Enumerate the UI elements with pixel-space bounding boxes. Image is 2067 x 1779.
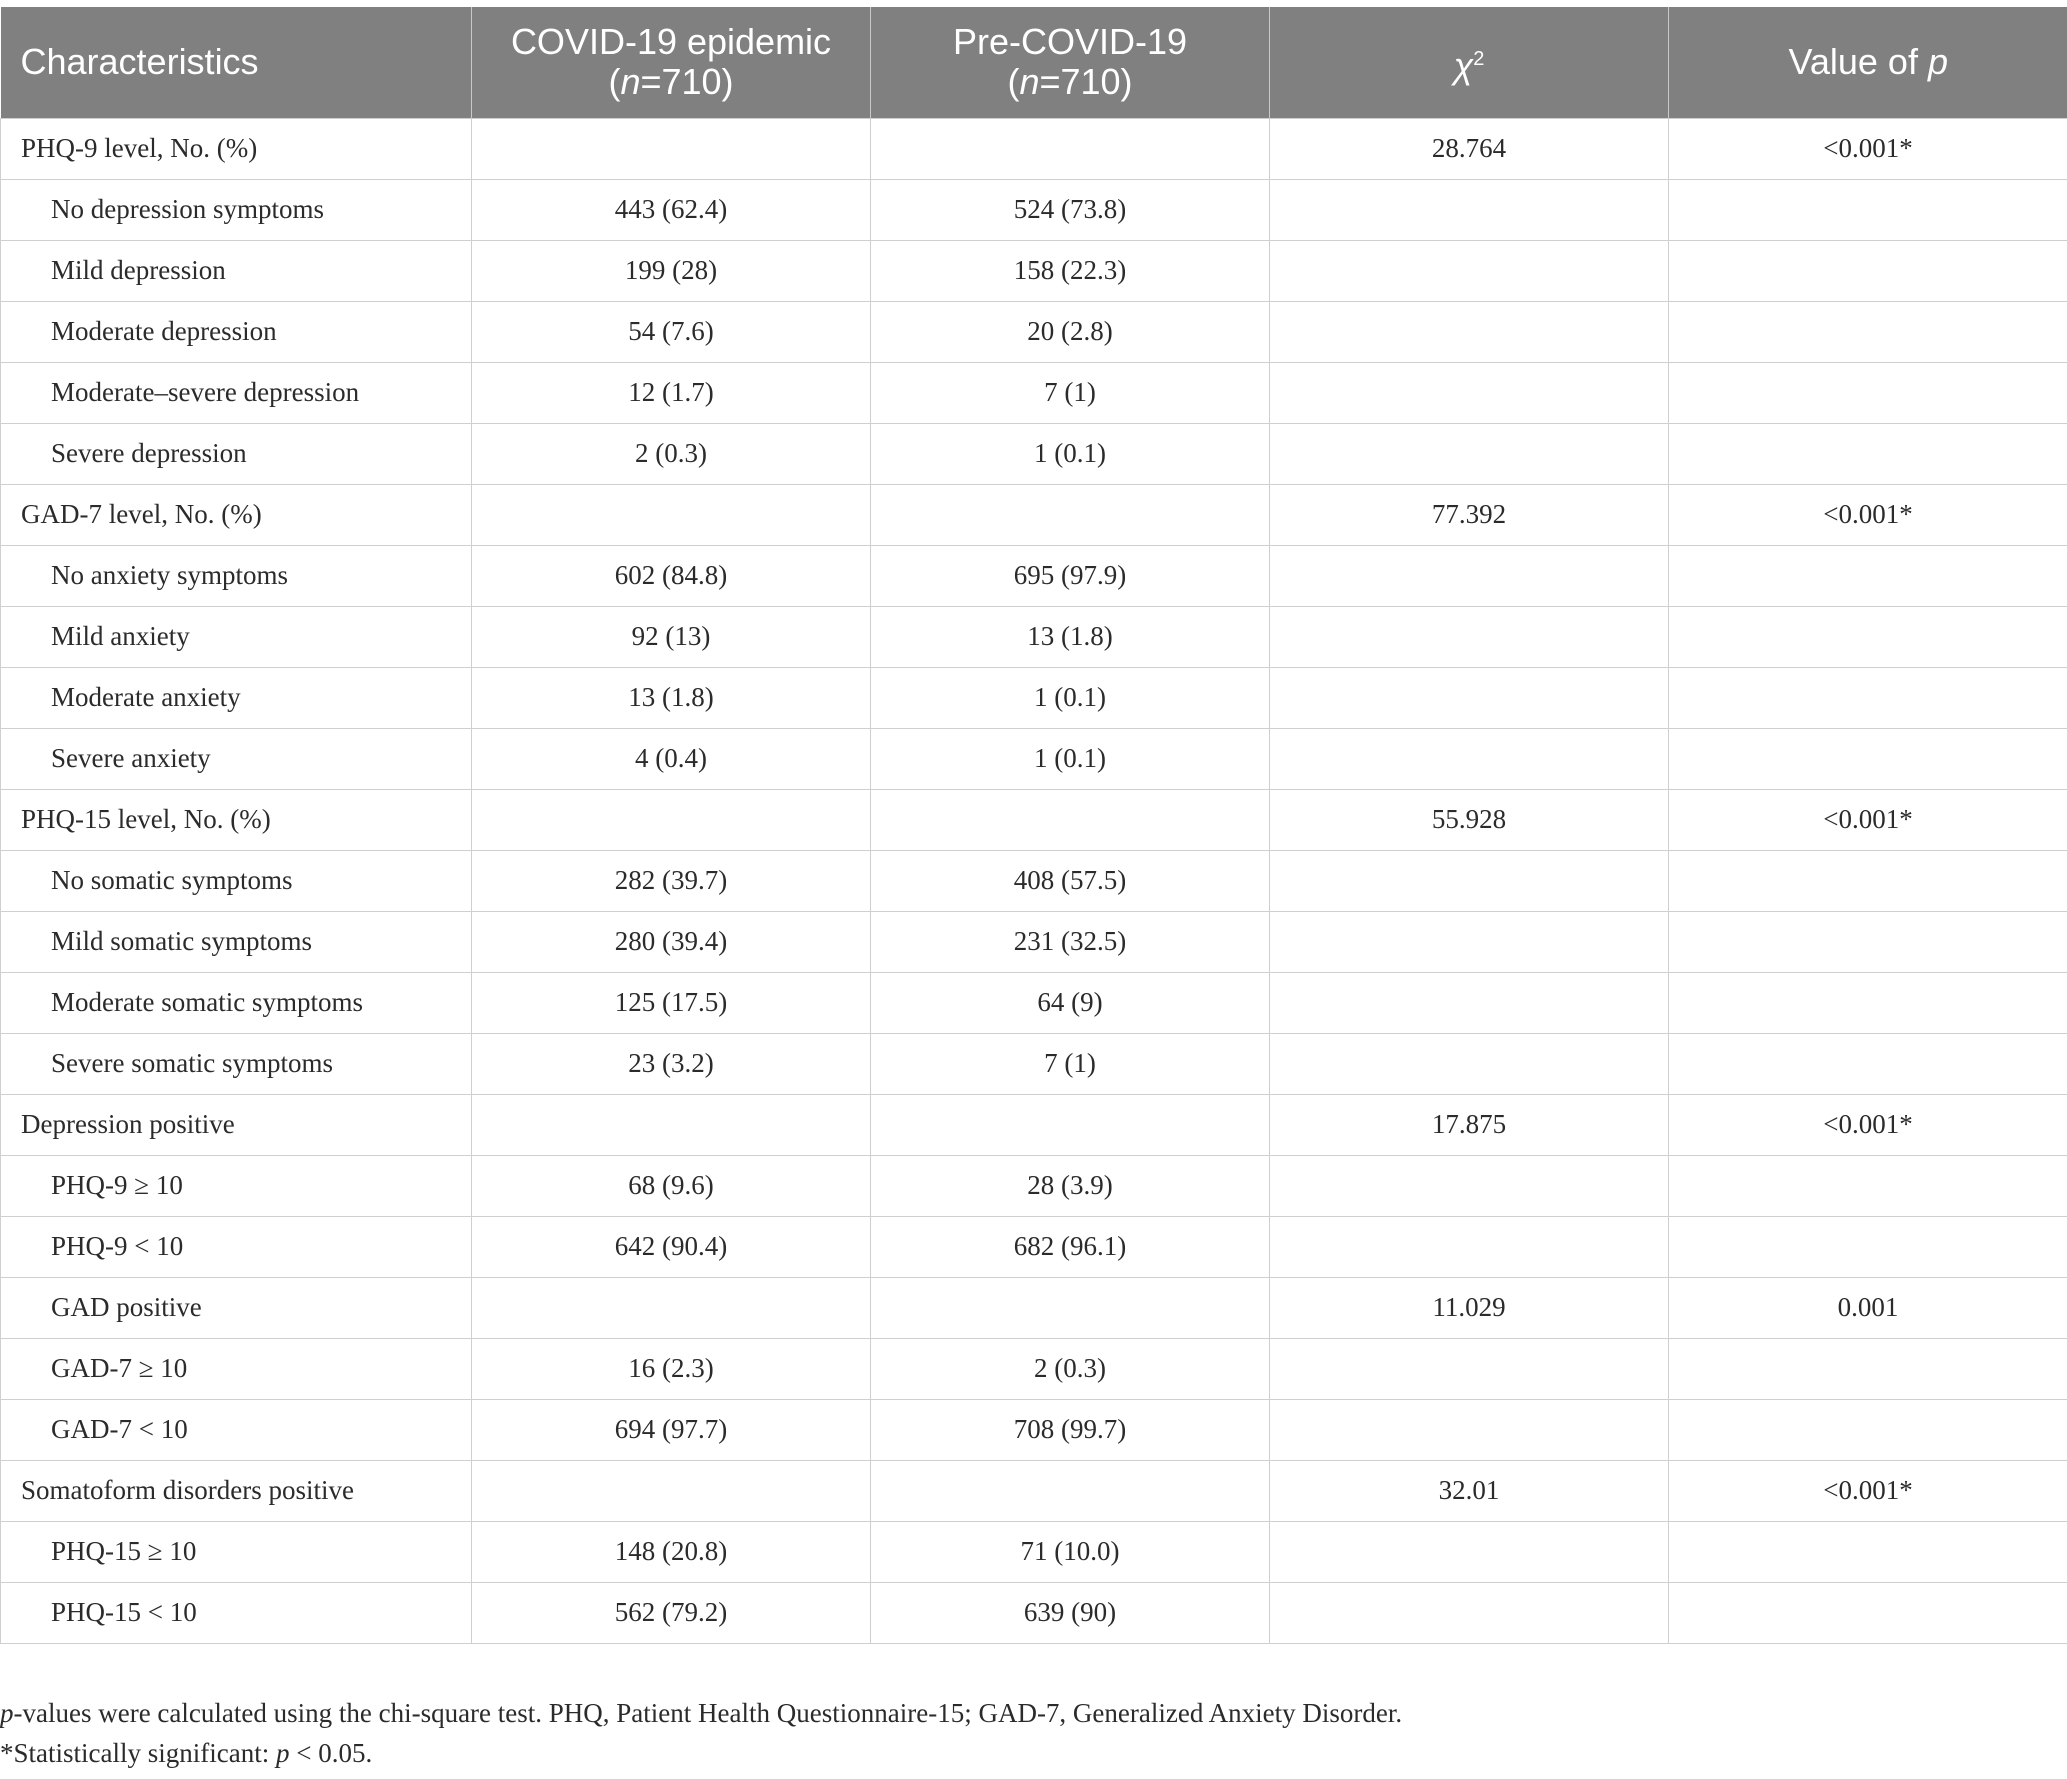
cell-pre-covid: 1 (0.1) <box>871 728 1270 789</box>
header-covid-epidemic: COVID-19 epidemic (n=710) <box>472 7 871 118</box>
cell-chi-square <box>1270 301 1669 362</box>
row-label: Mild anxiety <box>1 606 472 667</box>
cell-pre-covid <box>871 1277 1270 1338</box>
cell-chi-square <box>1270 1216 1669 1277</box>
table-row <box>1 423 2067 484</box>
table-row <box>1 789 2067 850</box>
cell-p-value <box>1669 1338 2067 1399</box>
cell-covid-epidemic: 280 (39.4) <box>472 911 871 972</box>
cell-p-value <box>1669 179 2067 240</box>
cell-pre-covid <box>871 789 1270 850</box>
row-label: PHQ-15 level, No. (%) <box>1 789 472 850</box>
header-row <box>1 7 2067 118</box>
cell-chi-square <box>1270 606 1669 667</box>
cell-covid-epidemic: 13 (1.8) <box>472 667 871 728</box>
cell-p-value <box>1669 972 2067 1033</box>
footnote-method: p-values were calculated using the chi-square test. PHQ, Patient Health Questionnaire-15; GAD-7, Generalized Anxiety Disorder. <box>0 1698 1403 1728</box>
cell-pre-covid: 13 (1.8) <box>871 606 1270 667</box>
table-row <box>1 911 2067 972</box>
row-label: No anxiety symptoms <box>1 545 472 606</box>
row-label: Mild somatic symptoms <box>1 911 472 972</box>
table-row <box>1 118 2067 179</box>
cell-chi-square <box>1270 179 1669 240</box>
cell-pre-covid: 1 (0.1) <box>871 423 1270 484</box>
cell-chi-square <box>1270 240 1669 301</box>
cell-p-value <box>1669 1155 2067 1216</box>
table-row <box>1 1460 2067 1521</box>
cell-p-value <box>1669 1582 2067 1643</box>
cell-covid-epidemic: 68 (9.6) <box>472 1155 871 1216</box>
cell-covid-epidemic: 12 (1.7) <box>472 362 871 423</box>
cell-p-value <box>1669 545 2067 606</box>
header-chi-square: $\chi^2$ <box>1270 7 1669 118</box>
header-pre-covid: Pre-COVID-19 (n=710) <box>871 7 1270 118</box>
cell-pre-covid: 708 (99.7) <box>871 1399 1270 1460</box>
cell-covid-epidemic: 125 (17.5) <box>472 972 871 1033</box>
row-label: PHQ-15 ≥ 10 <box>1 1521 472 1582</box>
cell-p-value <box>1669 1216 2067 1277</box>
header-p-value: Value of p <box>1669 7 2067 118</box>
row-label: Depression positive <box>1 1094 472 1155</box>
cell-chi-square: 17.875 <box>1270 1094 1669 1155</box>
cell-chi-square <box>1270 362 1669 423</box>
row-label: Mild depression <box>1 240 472 301</box>
cell-pre-covid: 20 (2.8) <box>871 301 1270 362</box>
cell-p-value <box>1669 240 2067 301</box>
cell-pre-covid: 1 (0.1) <box>871 667 1270 728</box>
results-table <box>0 7 2067 1644</box>
cell-p-value <box>1669 1399 2067 1460</box>
cell-chi-square: 77.392 <box>1270 484 1669 545</box>
row-label: Moderate–severe depression <box>1 362 472 423</box>
cell-chi-square <box>1270 1155 1669 1216</box>
table-row <box>1 1399 2067 1460</box>
table-row <box>1 728 2067 789</box>
cell-covid-epidemic: 92 (13) <box>472 606 871 667</box>
table-row <box>1 667 2067 728</box>
cell-p-value <box>1669 667 2067 728</box>
cell-p-value <box>1669 606 2067 667</box>
cell-pre-covid: 64 (9) <box>871 972 1270 1033</box>
table-row <box>1 1338 2067 1399</box>
table-row <box>1 850 2067 911</box>
cell-covid-epidemic: 562 (79.2) <box>472 1582 871 1643</box>
row-label: Severe depression <box>1 423 472 484</box>
table-row <box>1 1155 2067 1216</box>
cell-covid-epidemic: 443 (62.4) <box>472 179 871 240</box>
row-label: GAD-7 ≥ 10 <box>1 1338 472 1399</box>
row-label: Moderate anxiety <box>1 667 472 728</box>
row-label: Moderate depression <box>1 301 472 362</box>
row-label: Moderate somatic symptoms <box>1 972 472 1033</box>
cell-covid-epidemic: 642 (90.4) <box>472 1216 871 1277</box>
cell-chi-square <box>1270 911 1669 972</box>
row-label: GAD positive <box>1 1277 472 1338</box>
row-label: GAD-7 < 10 <box>1 1399 472 1460</box>
table-header <box>1 7 2067 118</box>
cell-chi-square <box>1270 972 1669 1033</box>
cell-pre-covid: 231 (32.5) <box>871 911 1270 972</box>
footnote-significance: *Statistically significant: p < 0.05. <box>0 1738 373 1768</box>
cell-covid-epidemic <box>472 484 871 545</box>
cell-p-value <box>1669 301 2067 362</box>
cell-chi-square <box>1270 667 1669 728</box>
cell-covid-epidemic <box>472 118 871 179</box>
cell-pre-covid: 71 (10.0) <box>871 1521 1270 1582</box>
cell-pre-covid: 7 (1) <box>871 1033 1270 1094</box>
cell-pre-covid: 2 (0.3) <box>871 1338 1270 1399</box>
cell-chi-square: 55.928 <box>1270 789 1669 850</box>
cell-p-value <box>1669 728 2067 789</box>
table-row <box>1 179 2067 240</box>
cell-pre-covid: 7 (1) <box>871 362 1270 423</box>
row-label: No depression symptoms <box>1 179 472 240</box>
cell-p-value: <0.001* <box>1669 1094 2067 1155</box>
table-row <box>1 1216 2067 1277</box>
cell-chi-square: 32.01 <box>1270 1460 1669 1521</box>
cell-covid-epidemic: 199 (28) <box>472 240 871 301</box>
cell-pre-covid: 158 (22.3) <box>871 240 1270 301</box>
cell-pre-covid: 524 (73.8) <box>871 179 1270 240</box>
table-row <box>1 972 2067 1033</box>
table-row <box>1 362 2067 423</box>
cell-p-value: <0.001* <box>1669 1460 2067 1521</box>
table-row <box>1 1521 2067 1582</box>
cell-covid-epidemic: 16 (2.3) <box>472 1338 871 1399</box>
cell-covid-epidemic: 4 (0.4) <box>472 728 871 789</box>
row-label: No somatic symptoms <box>1 850 472 911</box>
cell-p-value: <0.001* <box>1669 484 2067 545</box>
cell-pre-covid: 28 (3.9) <box>871 1155 1270 1216</box>
cell-chi-square <box>1270 1582 1669 1643</box>
cell-p-value: <0.001* <box>1669 118 2067 179</box>
cell-chi-square <box>1270 1338 1669 1399</box>
cell-chi-square <box>1270 850 1669 911</box>
cell-chi-square: 11.029 <box>1270 1277 1669 1338</box>
cell-covid-epidemic <box>472 1277 871 1338</box>
cell-p-value: 0.001 <box>1669 1277 2067 1338</box>
cell-pre-covid <box>871 1094 1270 1155</box>
row-label: GAD-7 level, No. (%) <box>1 484 472 545</box>
row-label: Severe somatic symptoms <box>1 1033 472 1094</box>
cell-p-value <box>1669 850 2067 911</box>
cell-pre-covid: 639 (90) <box>871 1582 1270 1643</box>
row-label: Severe anxiety <box>1 728 472 789</box>
cell-p-value <box>1669 362 2067 423</box>
table-row <box>1 301 2067 362</box>
row-label: PHQ-9 level, No. (%) <box>1 118 472 179</box>
table-row <box>1 545 2067 606</box>
cell-pre-covid: 682 (96.1) <box>871 1216 1270 1277</box>
cell-chi-square <box>1270 1399 1669 1460</box>
table-row <box>1 606 2067 667</box>
table-row <box>1 1582 2067 1643</box>
table-body <box>1 118 2067 1643</box>
cell-chi-square: 28.764 <box>1270 118 1669 179</box>
cell-p-value <box>1669 423 2067 484</box>
table-row <box>1 1277 2067 1338</box>
cell-pre-covid <box>871 1460 1270 1521</box>
cell-chi-square <box>1270 1521 1669 1582</box>
table-row <box>1 1033 2067 1094</box>
row-label: Somatoform disorders positive <box>1 1460 472 1521</box>
cell-chi-square <box>1270 728 1669 789</box>
cell-chi-square <box>1270 545 1669 606</box>
cell-p-value <box>1669 1521 2067 1582</box>
cell-pre-covid: 408 (57.5) <box>871 850 1270 911</box>
cell-pre-covid <box>871 484 1270 545</box>
row-label: PHQ-9 < 10 <box>1 1216 472 1277</box>
row-label: PHQ-15 < 10 <box>1 1582 472 1643</box>
header-characteristics: Characteristics <box>1 7 472 118</box>
cell-chi-square <box>1270 423 1669 484</box>
cell-covid-epidemic <box>472 1094 871 1155</box>
table-row <box>1 240 2067 301</box>
cell-covid-epidemic <box>472 789 871 850</box>
cell-chi-square <box>1270 1033 1669 1094</box>
cell-p-value <box>1669 911 2067 972</box>
cell-covid-epidemic: 54 (7.6) <box>472 301 871 362</box>
table-row <box>1 1094 2067 1155</box>
cell-pre-covid <box>871 118 1270 179</box>
cell-covid-epidemic: 694 (97.7) <box>472 1399 871 1460</box>
cell-covid-epidemic: 23 (3.2) <box>472 1033 871 1094</box>
cell-covid-epidemic <box>472 1460 871 1521</box>
cell-covid-epidemic: 148 (20.8) <box>472 1521 871 1582</box>
table-row <box>1 484 2067 545</box>
row-label: PHQ-9 ≥ 10 <box>1 1155 472 1216</box>
cell-p-value: <0.001* <box>1669 789 2067 850</box>
cell-covid-epidemic: 602 (84.8) <box>472 545 871 606</box>
cell-covid-epidemic: 282 (39.7) <box>472 850 871 911</box>
cell-pre-covid: 695 (97.9) <box>871 545 1270 606</box>
cell-covid-epidemic: 2 (0.3) <box>472 423 871 484</box>
cell-p-value <box>1669 1033 2067 1094</box>
